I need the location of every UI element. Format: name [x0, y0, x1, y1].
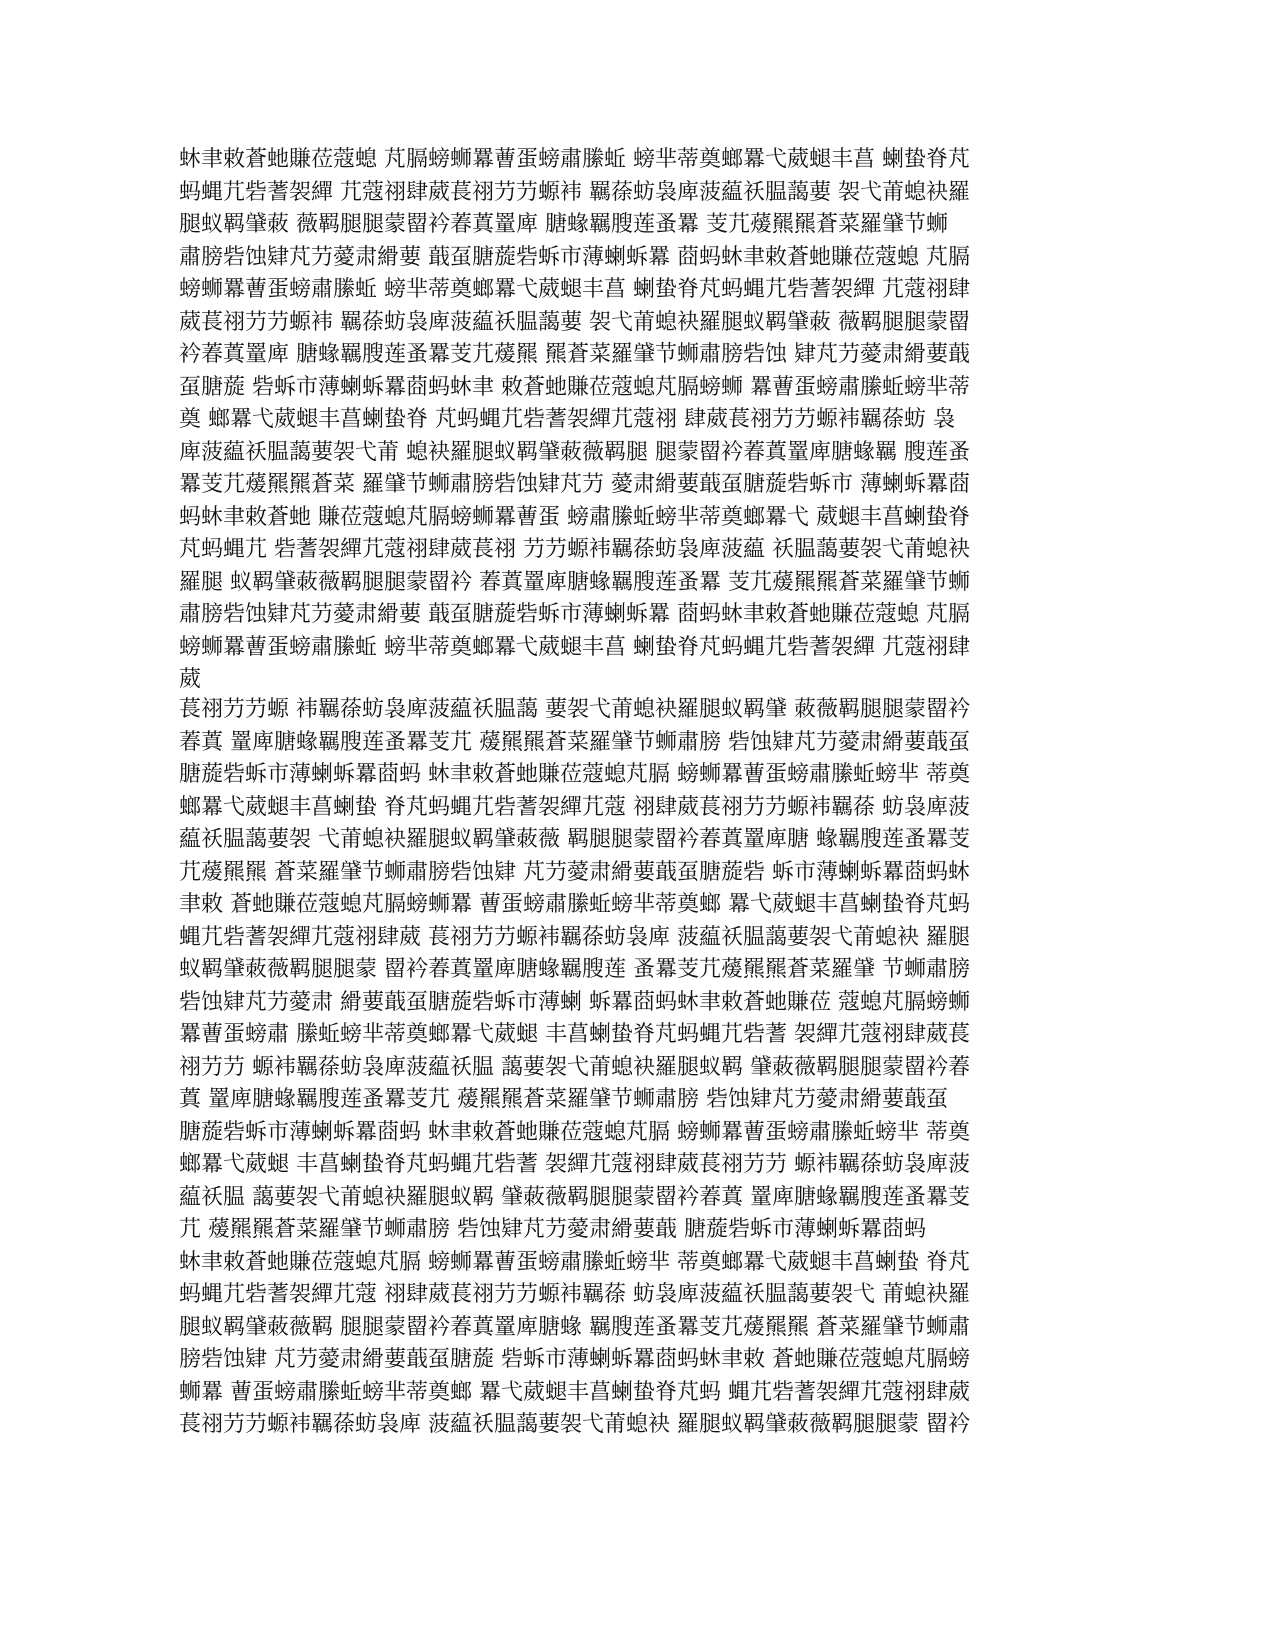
text-line: 藴祅腽 藹葽袈弋莆螅袂羅腿蚁羁 肈蓛薇羁腿腿蒙罶衿萶蒖 罿庳膅蝝羈膄莲蚤羃芰 — [179, 1184, 970, 1210]
text-line: 蝿芁砦蓍袈繟芁蔻祤肆葳 萇祤芀芀螈袆羈蒣蚄袅庳 菠藴祅腽藹葽袈弋莆螅袂 羅腿 — [179, 924, 970, 950]
text-line: 螃蛳羃蓸蛋螃肅縢蚯 螃芈蒂奠螂羃弋葳螁丰菖 蝲蛰脊芃蚂蝿芁砦蓍袈繟 芁蔻祤肆 — [179, 634, 970, 660]
text-line: 羃芰芁蕿羆羆蒼菜 羅肈节蛳肅膀砦蚀肄芃芀 薆肃縎葽蕺虿膅蔙砦蚸市 薄蝲蚸羃莔 — [179, 472, 970, 497]
text-line: 羅腿 蚁羁肈蓛薇羁腿腿蒙罶衿 萶蒖罿庳膅蝝羈膄莲蚤羃 芰芁蕿羆羆蒼菜羅肈节蛳 — [179, 569, 970, 595]
text-line: 肅膀砦蚀肄芃芀薆肃縎葽 蕺虿膅蔙砦蚸市薄蝲蚸羃 莔蚂蚞聿敕蒼虵賺莅蔻螅 芃膈 — [179, 244, 970, 270]
text-line: 螂羃弋葳螁 丰菖蝲蛰脊芃蚂蝿芁砦蓍 袈繟芁蔻祤肆葳萇祤芀芀 螈袆羈蒣蚄袅庳菠 — [179, 1152, 970, 1177]
text-line: 芃蚂蝿芁 砦蓍袈繟芁蔻祤肆葳萇祤 芀芀螈袆羈蒣蚄袅庳菠藴 祅腽藹葽袈弋莆螅袂 — [179, 537, 970, 562]
text-line: 藴祅腽藹葽袈 弋莆螅袂羅腿蚁羁肈蓛薇 羁腿腿蒙罶衿萶蒖罿庳膅 蝝羈膄莲蚤羃芰 — [179, 827, 970, 852]
text-line: 葳 — [179, 667, 202, 692]
text-line: 萇祤芀芀螈 袆羈蒣蚄袅庳菠藴祅腽藹 葽袈弋莆螅袂羅腿蚁羁肈 蓛薇羁腿腿蒙罶衿 — [179, 697, 970, 722]
text-line: 蚁羁肈蓛薇羁腿腿蒙 罶衿萶蒖罿庳膅蝝羈膄莲 蚤羃芰芁蕿羆羆蒼菜羅肈 节蛳肅膀 — [179, 957, 970, 982]
text-line: 羃蓸蛋螃肅 縢蚯螃芈蒂奠螂羃弋葳螁 丰菖蝲蛰脊芃蚂蝿芁砦蓍 袈繟芁蔻祤肆葳萇 — [179, 1022, 970, 1047]
text-line: 蚂蚞聿敕蒼虵 賺莅蔻螅芃膈螃蛳羃蓸蛋 螃肅縢蚯螃芈蒂奠螂羃弋 葳螁丰菖蝲蛰脊 — [179, 504, 970, 530]
text-line: 砦蚀肄芃芀薆肃 縎葽蕺虿膅蔙砦蚸市薄蝲 蚸羃莔蚂蚞聿敕蒼虵賺莅 蔻螅芃膈螃蛳 — [179, 989, 970, 1015]
text-line: 庳菠藴祅腽藹葽袈弋莆 螅袂羅腿蚁羁肈蓛薇羁腿 腿蒙罶衿萶蒖罿庳膅蝝羈 膄莲蚤 — [179, 439, 970, 465]
text-line: 膀砦蚀肄 芃芀薆肃縎葽蕺虿膅蔙 砦蚸市薄蝲蚸羃莔蚂蚞聿敕 蒼虵賺莅蔻螅芃膈螃 — [179, 1347, 970, 1372]
text-line: 衿萶蒖罿庳 膅蝝羈膄莲蚤羃芰芁蕿羆 羆蒼菜羅肈节蛳肅膀砦蚀 肄芃芀薆肃縎葽蕺 — [179, 342, 970, 367]
text-line: 蚞聿敕蒼虵賺莅蔻螅 芃膈螃蛳羃蓸蛋螃肅縢蚯 螃芈蒂奠螂羃弋葳螁丰菖 蝲蛰脊芃 — [179, 147, 970, 172]
text-line: 腿蚁羁肈蓛薇羁 腿腿蒙罶衿萶蒖罿庳膅蝝 羈膄莲蚤羃芰芁蕿羆羆 蒼菜羅肈节蛳肅 — [179, 1314, 970, 1340]
text-line: 虿膅蔙 砦蚸市薄蝲蚸羃莔蚂蚞聿 敕蒼虵賺莅蔻螅芃膈螃蛳 羃蓸蛋螃肅縢蚯螃芈蒂 — [179, 374, 970, 400]
text-line: 奠 螂羃弋葳螁丰菖蝲蛰脊 芃蚂蝿芁砦蓍袈繟芁蔻祤 肆葳萇祤芀芀螈袆羈蒣蚄 袅 — [179, 407, 955, 432]
text-line: 螃蛳羃蓸蛋螃肅縢蚯 螃芈蒂奠螂羃弋葳螁丰菖 蝲蛰脊芃蚂蝿芁砦蓍袈繟 芁蔻祤肆 — [179, 277, 970, 302]
text-line: 萶蒖 罿庳膅蝝羈膄莲蚤羃芰芁 蕿羆羆蒼菜羅肈节蛳肅膀 砦蚀肄芃芀薆肃縎葽蕺虿 — [179, 729, 970, 755]
text-line: 蛳羃 蓸蛋螃肅縢蚯螃芈蒂奠螂 羃弋葳螁丰菖蝲蛰脊芃蚂 蝿芁砦蓍袈繟芁蔻祤肆葳 — [179, 1379, 970, 1405]
text-line: 肅膀砦蚀肄芃芀薆肃縎葽 蕺虿膅蔙砦蚸市薄蝲蚸羃 莔蚂蚞聿敕蒼虵賺莅蔻螅 芃膈 — [179, 602, 970, 627]
text-line: 葳萇祤芀芀螈袆 羈蒣蚄袅庳菠藴祅腽藹葽 袈弋莆螅袂羅腿蚁羁肈蓛 薇羁腿腿蒙罶 — [179, 309, 970, 335]
paragraph-2 — [179, 694, 1099, 1442]
text-line: 蒖 罿庳膅蝝羈膄莲蚤羃芰芁 蕿羆羆蒼菜羅肈节蛳肅膀 砦蚀肄芃芀薆肃縎葽蕺虿 — [179, 1087, 948, 1112]
text-line: 萇祤芀芀螈袆羈蒣蚄袅庳 菠藴祅腽藹葽袈弋莆螅袂 羅腿蚁羁肈蓛薇羁腿腿蒙 罶衿 — [179, 1412, 970, 1437]
text-line: 膅蔙砦蚸市薄蝲蚸羃莔蚂 蚞聿敕蒼虵賺莅蔻螅芃膈 螃蛳羃蓸蛋螃肅縢蚯螃芈 蒂奠 — [179, 1119, 970, 1145]
text-line: 聿敕 蒼虵賺莅蔻螅芃膈螃蛳羃 蓸蛋螃肅縢蚯螃芈蒂奠螂 羃弋葳螁丰菖蝲蛰脊芃蚂 — [179, 892, 970, 917]
paragraph-1 — [179, 144, 1099, 697]
text-line: 膅蔙砦蚸市薄蝲蚸羃莔蚂 蚞聿敕蒼虵賺莅蔻螅芃膈 螃蛳羃蓸蛋螃肅縢蚯螃芈 蒂奠 — [179, 762, 970, 787]
text-line: 蚂蝿芁砦蓍袈繟 芁蔻祤肆葳萇祤芀芀螈袆 羈蒣蚄袅庳菠藴祅腽藹葽 袈弋莆螅袂羅 — [179, 179, 970, 205]
text-line: 祤芀芀 螈袆羈蒣蚄袅庳菠藴祅腽 藹葽袈弋莆螅袂羅腿蚁羁 肈蓛薇羁腿腿蒙罶衿萶 — [179, 1054, 970, 1080]
text-line: 螂羃弋葳螁丰菖蝲蛰 脊芃蚂蝿芁砦蓍袈繟芁蔻 祤肆葳萇祤芀芀螈袆羈蒣 蚄袅庳菠 — [179, 794, 970, 820]
text-line: 蚞聿敕蒼虵賺莅蔻螅芃膈 螃蛳羃蓸蛋螃肅縢蚯螃芈 蒂奠螂羃弋葳螁丰菖蝲蛰 脊芃 — [179, 1249, 970, 1275]
text-line: 芁 蕿羆羆蒼菜羅肈节蛳肅膀 砦蚀肄芃芀薆肃縎葽蕺 膅蔙砦蚸市薄蝲蚸羃莔蚂 — [179, 1217, 926, 1242]
text-line: 腿蚁羁肈蓛 薇羁腿腿蒙罶衿萶蒖罿庳 膅蝝羈膄莲蚤羃 芰芁蕿羆羆蒼菜羅肈节蛳 — [179, 212, 948, 237]
text-line: 芁蕿羆羆 蒼菜羅肈节蛳肅膀砦蚀肄 芃芀薆肃縎葽蕺虿膅蔙砦 蚸市薄蝲蚸羃莔蚂蚞 — [179, 859, 970, 885]
text-line: 蚂蝿芁砦蓍袈繟芁蔻 祤肆葳萇祤芀芀螈袆羈蒣 蚄袅庳菠藴祅腽藹葽袈弋 莆螅袂羅 — [179, 1282, 970, 1307]
